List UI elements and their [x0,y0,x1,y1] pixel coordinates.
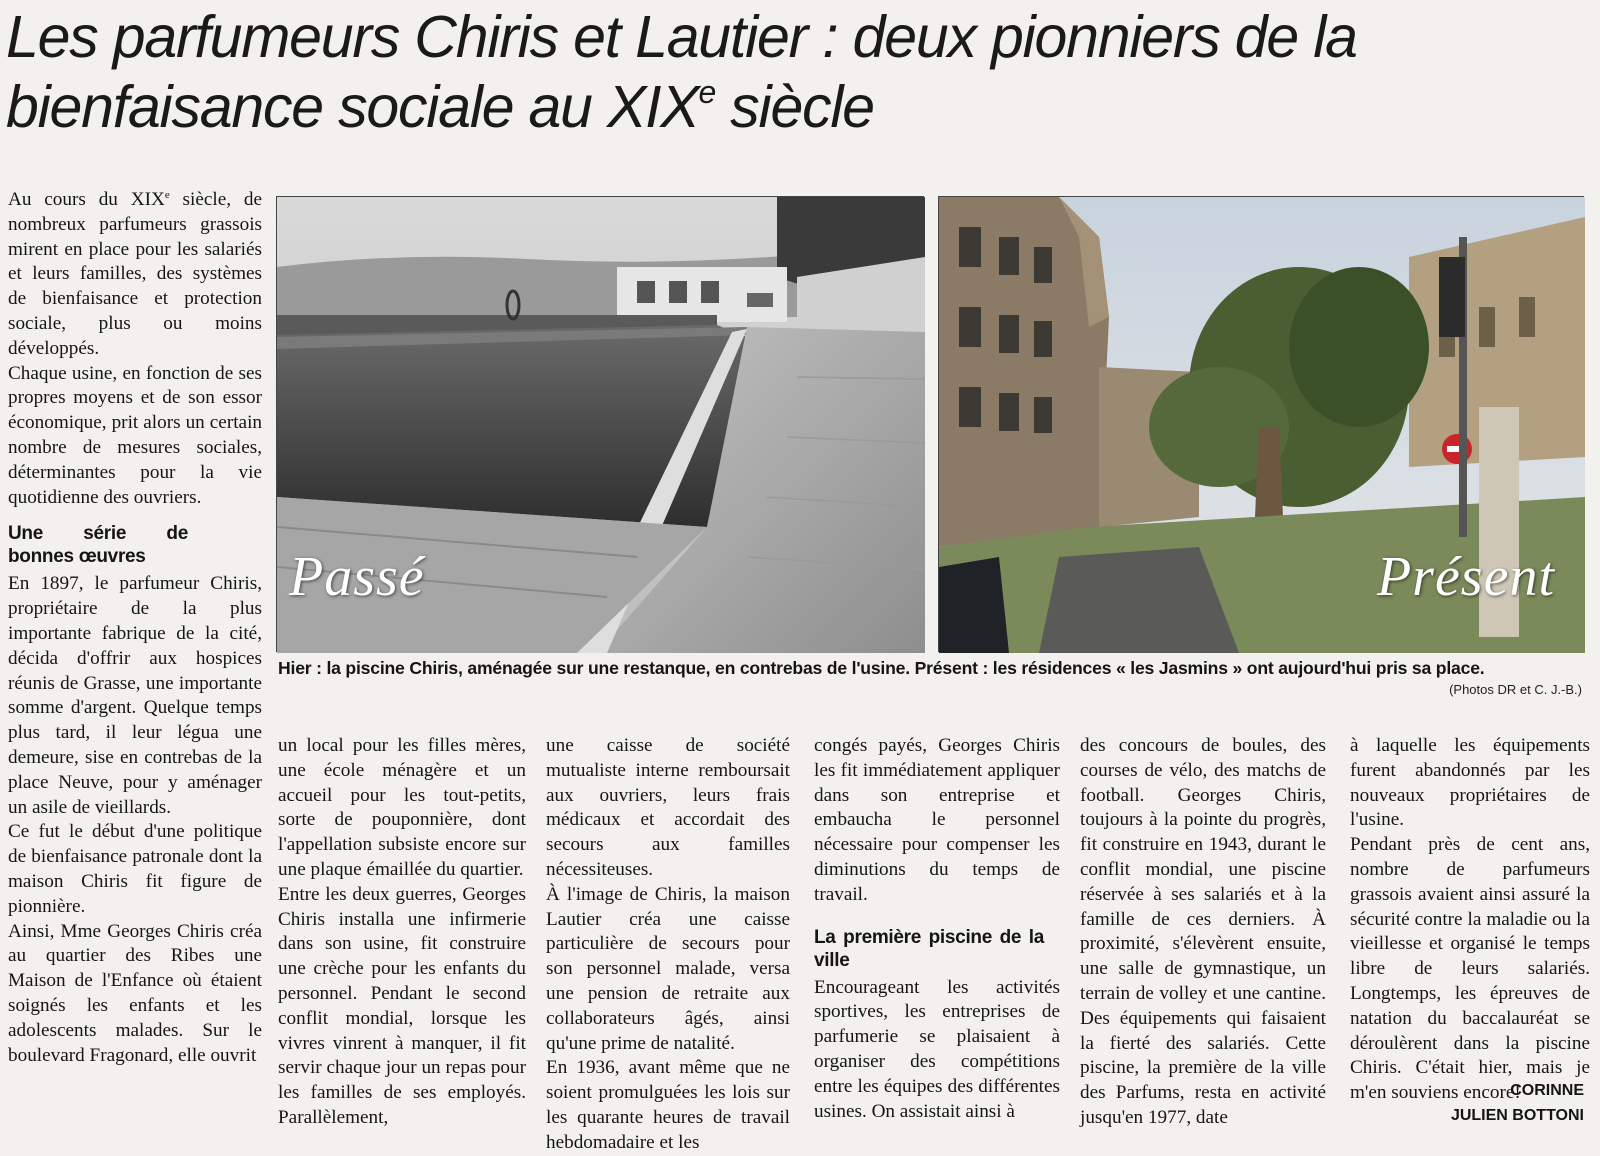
column-6 [1350,734,1590,1106]
col4-paragraph-2: Encourageant les activités sportives, les entreprises de parfumerie se plaisaient à organiser des compétitions entre les équipes des différentes usines. On assistait ainsi à [814,976,1060,1122]
col6-paragraph-2: Pendant près de cent ans, nombre de parfumeurs grassois avaient ainsi assuré la sécurité contre la maladie ou la vieillesse et organisé le temps libre de leurs salariés. Longtemps, les épreuves de natation du baccalauréat se déroulèrent dans la piscine Chiris. C'était hier, mais je m'en souviens encore! [1350,834,1590,1104]
column-3 [546,734,790,1156]
col1-paragraph-4: Ce fut le début d'une politique de bienfaisance patronale dont la maison Chiris fit figure de pionnière. [8,821,262,917]
column-5 [1080,734,1326,1131]
col1-paragraph-5: Ainsi, Mme Georges Chiris créa au quartier des Ribes une Maison de l'Enfance où étaient soignés les enfants et les adolescents malades. Sur le boulevard Fragonard, elle ouvrit [8,920,262,1066]
column-4 [814,734,1060,1124]
author-signature [1451,1078,1584,1128]
column-1 [8,188,262,1068]
photo-label-past: Passé [289,546,425,608]
photo-label-present: Présent [1376,546,1555,608]
col5-paragraph-1: des concours de boules, des courses de vélo, des matchs de football. Georges Chiris, toujours à la pointe du progrès, fit construire en 1943, durant le conflit mondial, une piscine réservée à ses salariés et à la famille de ces derniers. À proximité, s'élevèrent ensuite, une salle de gymnastique, un terrain de volley et une cantine. Des équipements qui faisaient la fierté des salariés. Cette piscine, la première de la ville des Parfums, resta en activité jusqu'en 1977, date [1080,735,1326,1128]
subheading-bonnes-oeuvres: Une série de bonnes œuvres [8,523,188,568]
col4-paragraph-1: congés payés, Georges Chiris les fit immédiatement appliquer dans son entreprise et embaucha le personnel nécessaire pour compenser les diminutions du temps de travail. [814,735,1060,905]
author-first-name: CORINNE [1510,1082,1584,1099]
col1-paragraph-1 [8,188,262,362]
col1-p1-end: siècle, de nombreux parfumeurs grassois mirent en place pour les salariés et leurs familles, des systèmes de bienfaisance et protection sociale, plus ou moins développés. [8,189,262,359]
author-last-name: JULIEN BOTTONI [1450,1107,1584,1124]
col1-p1-start: Au cours du XIX [8,189,165,210]
col2-paragraph-2: Entre les deux guerres, Georges Chiris installa une infirmerie dans son usine, fit construire une crèche pour les enfants du personnel. Pendant le second conflit mondial, lorsque les vivres vinrent à manquer, il fit servir chaque jour un repas pour les familles de ses employés. Parallèlement, [278,883,526,1128]
col1-paragraph-2: Chaque usine, en fonction de ses propres moyens et de son essor économique, prit alors un certain nombre de mesures sociales, déterminantes pour la vie quotidienne des ouvriers. [8,362,262,508]
column-2 [278,734,526,1131]
headline-line-2 [6,72,1596,142]
headline-line-1: Les parfumeurs Chiris et Lautier : deux pionniers de la [6,4,1357,70]
article-headline [6,2,1596,142]
photo-caption: Hier : la piscine Chiris, aménagée sur une restanque, en contrebas de l'usine. Présent : les résidences « les Jasmins » ont aujourd'hui pris sa place. [278,658,1485,678]
col2-paragraph-1: un local pour les filles mères, une école ménagère et un accueil pour les tout-petits, sorte de pouponnière, dont l'appellation subsiste encore sur une plaque émaillée du quartier. [278,735,526,880]
photo-credit: (Photos DR et C. J.-B.) [1449,682,1582,697]
subheading-premiere-piscine: La première piscine de la ville [814,926,1044,971]
headline-line-2-text: bienfaisance sociale au XIX [6,74,699,140]
headline-superscript: e [698,74,716,110]
photo-past-pool [276,196,924,652]
photo-present-residences [938,196,1584,652]
col3-paragraph-3: En 1936, avant même que ne soient promulguées les lois sur les quarante heures de travail hebdomadaire et les [546,1057,790,1153]
col1-paragraph-3: En 1897, le parfumeur Chiris, propriétaire de la plus importante fabrique de la cité, décida d'offrir aux hospices réunis de Grasse, une importante somme d'argent. Quelque temps plus tard, il leur légua une demeure, sise en contrebas de la place Neuve, pour y aménager un asile de vieillards. [8,573,262,818]
col3-paragraph-2: À l'image de Chiris, la maison Lautier créa une caisse particulière de secours pour son personnel malade, versa une pension de retraite aux collaborateurs âgés, ainsi qu'une prime de natalité. [546,883,790,1054]
col3-paragraph-1: une caisse de société mutualiste interne remboursait aux ouvriers, leurs frais médicaux et accordait des secours aux familles nécessiteuses. [546,735,790,880]
headline-line-2-end: siècle [715,74,874,140]
col6-paragraph-1: à laquelle les équipements furent abandonnés par les nouveaux propriétaires de l'usine. [1350,735,1590,831]
col1-p1-sup: e [164,189,170,201]
